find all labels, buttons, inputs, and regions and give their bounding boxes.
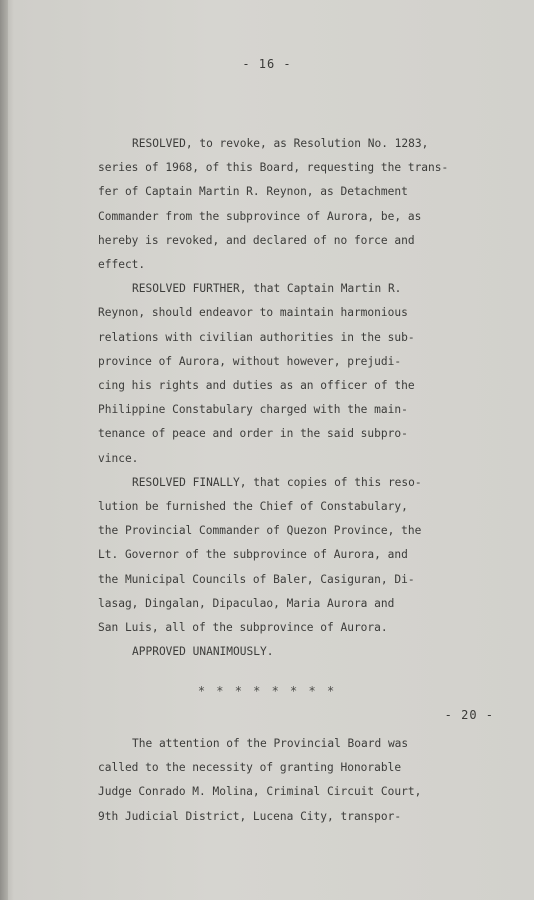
paragraph-further bbox=[98, 277, 498, 471]
text-line: RESOLVED FURTHER, that Captain Martin R. bbox=[132, 282, 402, 296]
page-binding-edge bbox=[0, 0, 8, 900]
paragraph-revoke bbox=[98, 132, 498, 277]
text-line: 9th Judicial District, Lucena City, transpor- bbox=[98, 809, 402, 823]
item-number: - 20 - bbox=[444, 708, 494, 722]
text-line: Reynon, should endeavor to maintain harmonious bbox=[98, 306, 408, 320]
text-line: hereby is revoked, and declared of no force and bbox=[98, 233, 415, 247]
resolution-body bbox=[98, 132, 498, 664]
paragraph-approved bbox=[98, 640, 498, 664]
text-line: Lt. Governor of the subprovince of Aurora, and bbox=[98, 548, 408, 562]
text-line: series of 1968, of this Board, requesting the trans- bbox=[98, 161, 449, 175]
item-paragraph bbox=[98, 732, 498, 829]
paragraph-finally bbox=[98, 471, 498, 640]
text-line: APPROVED UNANIMOUSLY. bbox=[132, 645, 274, 659]
text-line: the Provincial Commander of Quezon Province, the bbox=[98, 524, 422, 538]
text-line: province of Aurora, without however, prejudi- bbox=[98, 354, 402, 368]
text-line: Philippine Constabulary charged with the main- bbox=[98, 403, 408, 417]
text-line: Commander from the subprovince of Aurora, be, as bbox=[98, 209, 422, 223]
text-line: San Luis, all of the subprovince of Aurora. bbox=[98, 621, 388, 635]
text-line: the Municipal Councils of Baler, Casiguran, Di- bbox=[98, 572, 415, 586]
text-line: relations with civilian authorities in the sub- bbox=[98, 330, 415, 344]
text-line: effect. bbox=[98, 258, 146, 272]
text-line: Judge Conrado M. Molina, Criminal Circuit Court, bbox=[98, 785, 422, 799]
text-line: lution be furnished the Chief of Constabulary, bbox=[98, 500, 408, 514]
text-line: vince. bbox=[98, 451, 139, 465]
text-line: lasag, Dingalan, Dipaculao, Maria Aurora and bbox=[98, 596, 395, 610]
page-number: - 16 - bbox=[242, 57, 292, 71]
text-line: The attention of the Provincial Board was bbox=[132, 737, 409, 750]
text-line: fer of Captain Martin R. Reynon, as Detachment bbox=[98, 185, 408, 199]
text-line: tenance of peace and order in the said subpro- bbox=[98, 427, 408, 441]
section-separator: * * * * * * * * bbox=[197, 684, 337, 698]
text-line: called to the necessity of granting Honorable bbox=[98, 761, 402, 775]
text-line: RESOLVED, to revoke, as Resolution No. 1283, bbox=[132, 137, 429, 150]
text-line: cing his rights and duties as an officer of the bbox=[98, 379, 415, 393]
text-line: RESOLVED FINALLY, that copies of this reso- bbox=[132, 475, 422, 489]
